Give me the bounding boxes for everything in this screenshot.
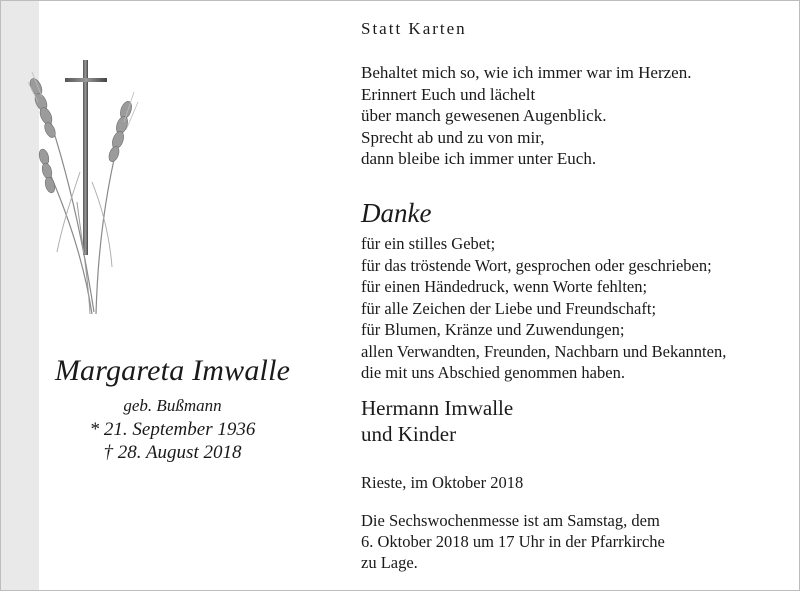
thanks-title: Danke	[361, 198, 432, 228]
signer-name: und Kinder	[361, 422, 457, 446]
deceased-name: Margareta Imwalle	[54, 354, 291, 387]
poem-line: Sprecht ab und zu von mir,	[361, 127, 545, 147]
thanks-line: die mit uns Abschied genommen haben.	[361, 363, 625, 382]
thanks-line: für das tröstende Wort, gesprochen oder geschrieben;	[361, 255, 712, 275]
thanks-list	[361, 233, 726, 384]
signer-name: Hermann Imwalle	[361, 396, 514, 420]
thanks-line: für einen Händedruck, wenn Worte fehlten;	[361, 277, 648, 296]
cross-with-wheat-icon	[22, 52, 152, 322]
service-info	[361, 510, 665, 573]
signers	[361, 395, 513, 447]
header-note: Statt Karten	[361, 19, 467, 38]
birth-name: geb. Bußmann	[123, 396, 222, 415]
service-line: 6. Oktober 2018 um 17 Uhr in der Pfarrkirche	[361, 532, 665, 551]
place-date: Rieste, im Oktober 2018	[361, 473, 524, 492]
thanks-line: allen Verwandten, Freunden, Nachbarn und Bekannten,	[361, 341, 727, 361]
poem	[361, 62, 691, 170]
death-date: † 28. August 2018	[103, 442, 242, 463]
thanks-line: für Blumen, Kränze und Zuwendungen;	[361, 320, 625, 339]
poem-line: dann bleibe ich immer unter Euch.	[361, 149, 597, 168]
service-line: Die Sechswochenmesse ist am Samstag, dem	[361, 511, 660, 530]
poem-line: Behaltet mich so, wie ich immer war im Herzen.	[361, 63, 692, 82]
thanks-line: für ein stilles Gebet;	[361, 234, 496, 253]
birth-date: * 21. September 1936	[89, 419, 256, 440]
thanks-line: für alle Zeichen der Liebe und Freundschaft;	[361, 298, 657, 318]
poem-line: über manch gewesenen Augenblick.	[361, 106, 607, 125]
service-line: zu Lage.	[361, 553, 418, 572]
poem-line: Erinnert Euch und lächelt	[361, 84, 536, 104]
